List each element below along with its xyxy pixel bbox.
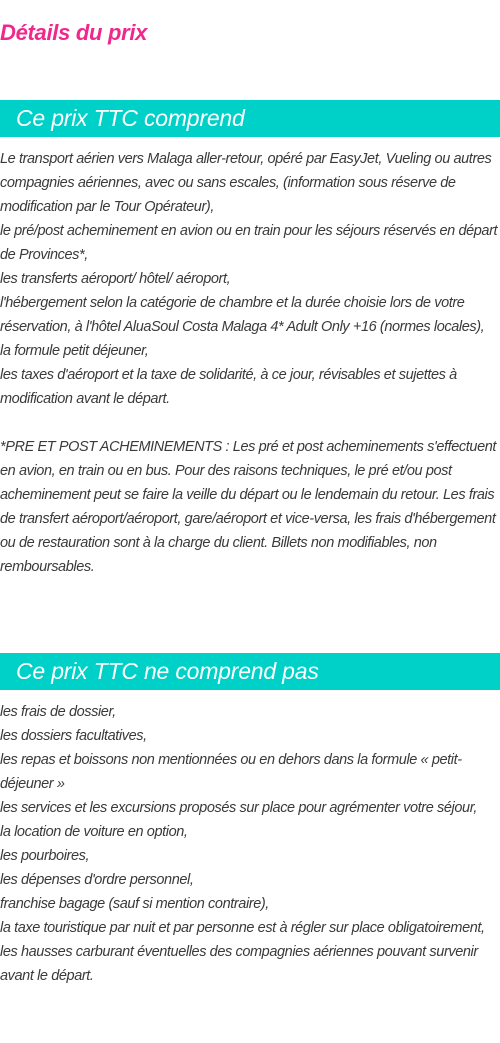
excludes-item: la location de voiture en option, [0, 824, 188, 840]
excludes-item: franchise bagage (sauf si mention contraire), [0, 896, 269, 912]
section-header-includes [0, 100, 500, 137]
pre-post-note: *PRE ET POST ACHEMINEMENTS : Les pré et post acheminements s'effectuent en avion, en train ou en bus. Pour des raisons techniques, le pré et/ou post acheminement peut se faire la veille du départ ou le lendemain du retour. Les frais de transfert aéroport/aéroport, gare/aéroport et vice-versa, les frais d'hébergement ou de restauration sont à la charge du client. Billets non modifiables, non remboursables. [0, 439, 497, 575]
excludes-list [0, 700, 500, 988]
includes-item: l'hébergement selon la catégorie de chambre et la durée choisie lors de votre réservation, à l'hôtel AluaSoul Costa Malaga 4* Adult Only +16 (normes locales), [0, 295, 485, 335]
includes-item: les transferts aéroport/ hôtel/ aéroport, [0, 271, 231, 287]
includes-list [0, 147, 500, 579]
excludes-item: les frais de dossier, [0, 704, 116, 720]
excludes-item: les dossiers facultatives, [0, 728, 147, 744]
section-header-excludes [0, 653, 500, 690]
excludes-item: les pourboires, [0, 848, 90, 864]
spacer [0, 411, 500, 435]
section-heading-excludes: Ce prix TTC ne comprend pas [16, 658, 319, 684]
page-title: Détails du prix [0, 20, 148, 45]
includes-item: les taxes d'aéroport et la taxe de solidarité, à ce jour, révisables et sujettes à modification avant le départ. [0, 367, 457, 407]
excludes-item: les hausses carburant éventuelles des compagnies aériennes pouvant survenir avant le départ. [0, 944, 478, 984]
excludes-item: les dépenses d'ordre personnel, [0, 872, 194, 888]
includes-item: la formule petit déjeuner, [0, 343, 149, 359]
excludes-item: la taxe touristique par nuit et par personne est à régler sur place obligatoirement, [0, 920, 485, 936]
section-heading-includes: Ce prix TTC comprend [16, 105, 245, 131]
includes-item: le pré/post acheminement en avion ou en train pour les séjours réservés en départ de Provinces*, [0, 223, 498, 263]
excludes-item: les services et les excursions proposés sur place pour agrémenter votre séjour, [0, 800, 477, 816]
excludes-item: les repas et boissons non mentionnées ou en dehors dans la formule « petit-déjeuner » [0, 752, 462, 792]
includes-item: Le transport aérien vers Malaga aller-retour, opéré par EasyJet, Vueling ou autres compagnies aériennes, avec ou sans escales, (information sous réserve de modification par le Tour Opérateur), [0, 151, 492, 215]
